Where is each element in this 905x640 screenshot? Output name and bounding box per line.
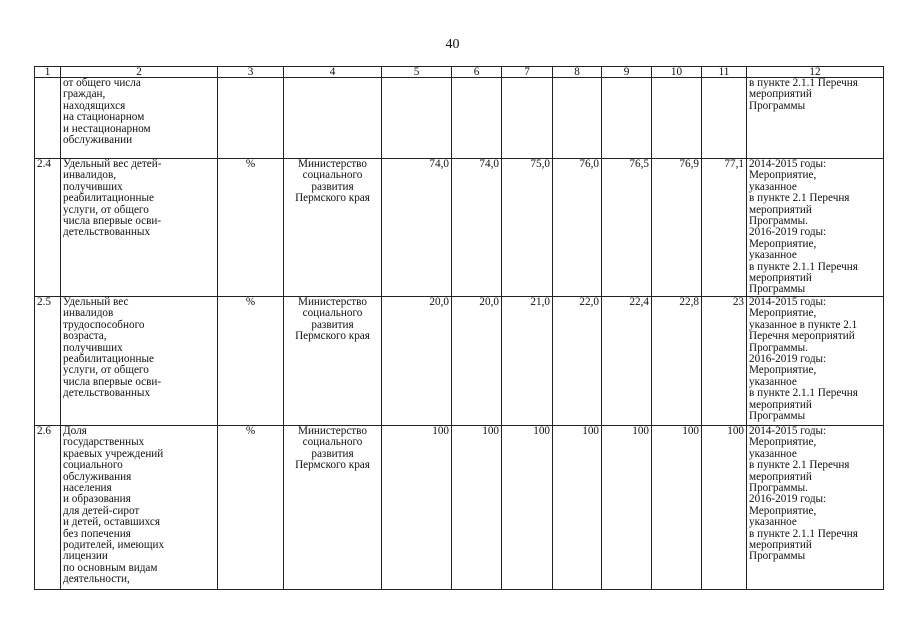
note: 2014-2015 годы: Мероприятие, указанное в пункте 2.1 Перечня мероприятий Программы. 2016-2019 годы: Мероприятие, указанное в пункте 2.1.1 Перечня мероприятий Программы (747, 426, 884, 590)
value-cell: 100 (502, 426, 553, 590)
column-header: 4 (284, 67, 382, 78)
column-header: 8 (553, 67, 602, 78)
responsible: Министерство социального развития Пермского края (284, 159, 382, 297)
value-cell (702, 78, 747, 159)
value-cell: 74,0 (452, 159, 502, 297)
responsible: Министерство социального развития Пермского края (284, 426, 382, 590)
value-cell: 22,8 (652, 297, 702, 426)
value-cell: 22,0 (553, 297, 602, 426)
indicators-table (34, 66, 884, 590)
column-header: 2 (61, 67, 218, 78)
value-cell: 20,0 (382, 297, 452, 426)
note: в пункте 2.1.1 Перечня мероприятий Программы (747, 78, 884, 159)
value-cell: 76,9 (652, 159, 702, 297)
value-cell: 100 (553, 426, 602, 590)
value-cell (452, 78, 502, 159)
value-cell: 74,0 (382, 159, 452, 297)
value-cell: 100 (382, 426, 452, 590)
value-cell (502, 78, 553, 159)
unit: % (218, 426, 284, 590)
unit: % (218, 159, 284, 297)
value-cell: 75,0 (502, 159, 553, 297)
column-header: 3 (218, 67, 284, 78)
responsible (284, 78, 382, 159)
page-number: 40 (445, 37, 460, 52)
row-number (35, 78, 61, 159)
value-cell: 20,0 (452, 297, 502, 426)
indicator-name: Удельный вес инвалидов трудоспособного возраста, получивших реабилитационные услуги, от общего числа впервые осви- детельствованных (61, 297, 218, 426)
column-header: 12 (747, 67, 884, 78)
value-cell: 23 (702, 297, 747, 426)
column-header: 7 (502, 67, 553, 78)
table-header-row (35, 67, 884, 78)
table-row (35, 159, 884, 297)
row-number: 2.5 (35, 297, 61, 426)
column-header: 6 (452, 67, 502, 78)
value-cell: 76,5 (602, 159, 652, 297)
value-cell (602, 78, 652, 159)
value-cell: 100 (602, 426, 652, 590)
value-cell (382, 78, 452, 159)
note: 2014-2015 годы: Мероприятие, указанное в пункте 2.1 Перечня мероприятий Программы. 2016-2019 годы: Мероприятие, указанное в пункте 2.1.1 Перечня мероприятий Программы (747, 159, 884, 297)
responsible: Министерство социального развития Пермского края (284, 297, 382, 426)
value-cell: 100 (652, 426, 702, 590)
value-cell (553, 78, 602, 159)
table-row (35, 78, 884, 159)
table-row (35, 297, 884, 426)
value-cell: 100 (702, 426, 747, 590)
value-cell: 22,4 (602, 297, 652, 426)
row-number: 2.6 (35, 426, 61, 590)
value-cell: 21,0 (502, 297, 553, 426)
value-cell: 100 (452, 426, 502, 590)
indicator-name: от общего числа граждан, находящихся на стационарном и нестационарном обслуживании (61, 78, 218, 159)
unit (218, 78, 284, 159)
indicator-name: Удельный вес детей- инвалидов, получивших реабилитационные услуги, от общего числа впервые осви- детельствованных (61, 159, 218, 297)
column-header: 1 (35, 67, 61, 78)
column-header: 5 (382, 67, 452, 78)
column-header: 10 (652, 67, 702, 78)
table-row (35, 426, 884, 590)
value-cell (652, 78, 702, 159)
value-cell: 77,1 (702, 159, 747, 297)
column-header: 11 (702, 67, 747, 78)
value-cell: 76,0 (553, 159, 602, 297)
indicator-name: Доля государственных краевых учреждений социального обслуживания населения и образования для детей-сирот и детей, оставшихся без попечения родителей, имеющих лицензии по основным видам деятельности, (61, 426, 218, 590)
note: 2014-2015 годы: Мероприятие, указанное в пункте 2.1 Перечня мероприятий Программы. 2016-2019 годы: Мероприятие, указанное в пункте 2.1.1 Перечня мероприятий Программы (747, 297, 884, 426)
row-number: 2.4 (35, 159, 61, 297)
column-header: 9 (602, 67, 652, 78)
unit: % (218, 297, 284, 426)
